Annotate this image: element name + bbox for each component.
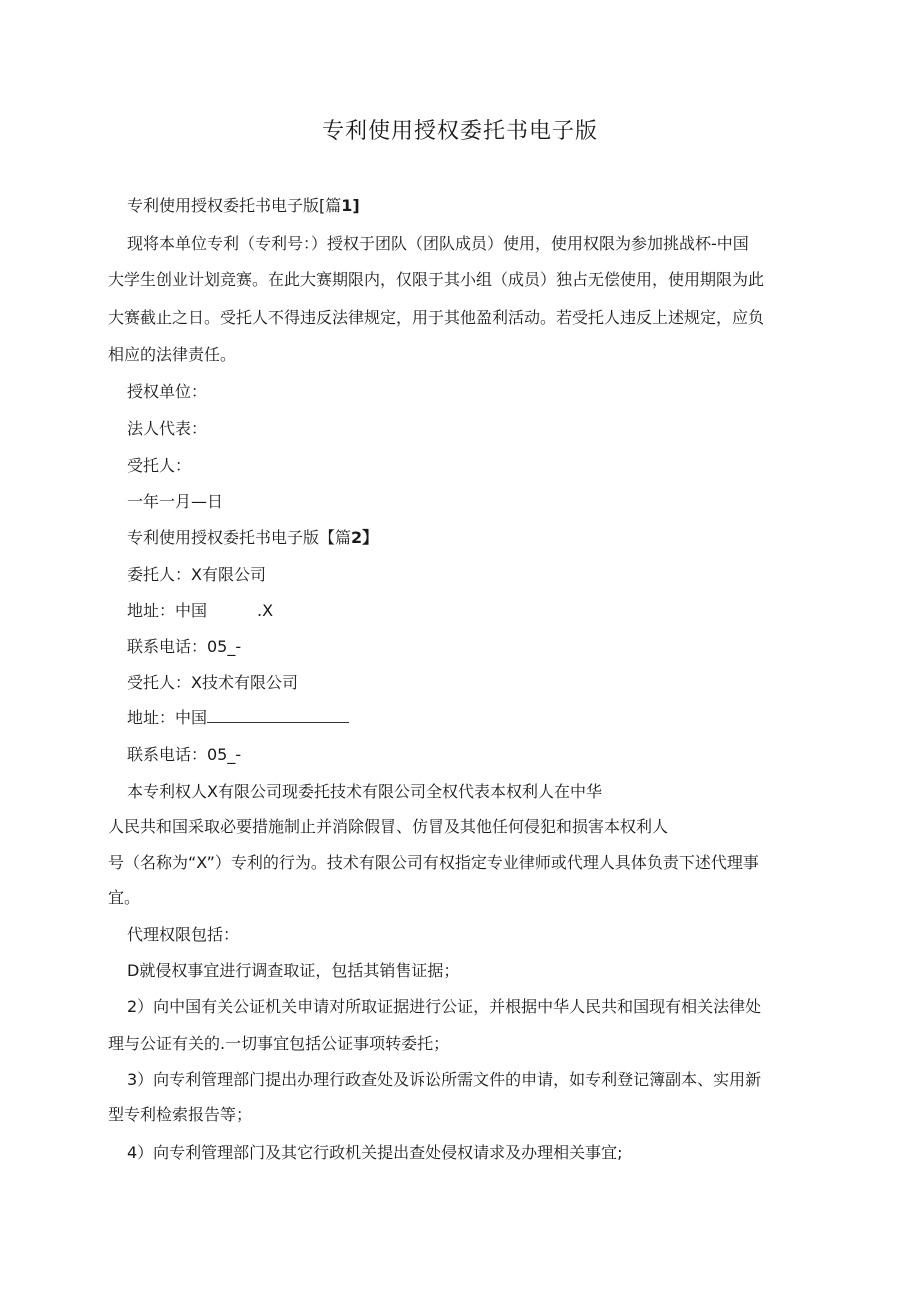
agent-phone-line: 联系电话：05_- bbox=[127, 745, 242, 764]
scope-item-continued: 型专利检索报告等； bbox=[108, 1105, 253, 1124]
section1-paragraph-line: 大学生创业计划竞赛。在此大赛期限内，仅限于其小组（成员）独占无偿使用，使用期限为此 bbox=[108, 270, 765, 289]
client-address-line bbox=[127, 601, 273, 621]
agent-line: 受托人：X技术有限公司 bbox=[127, 673, 298, 692]
field-date: 一年一月—日 bbox=[127, 492, 224, 511]
scope-item: D就侵权事宜进行调查取证，包括其销售证据； bbox=[127, 961, 460, 980]
client-address-label: 地址：中国 bbox=[127, 601, 208, 620]
client-address-suffix: .X bbox=[257, 601, 274, 620]
section1-heading-text: 专利使用授权委托书电子版[篇 bbox=[127, 196, 342, 215]
scope-item: 3）向专利管理部门提出办理行政查处及诉讼所需文件的申请，如专利登记簿副本、实用新 bbox=[127, 1070, 762, 1089]
agent-address-line bbox=[127, 708, 349, 728]
field-trustee: 受托人： bbox=[127, 456, 192, 475]
section2-body-line: 号（名称为“X”）专利的行为。技术有限公司有权指定专业律师或代理人具体负责下述代理事 bbox=[108, 853, 759, 872]
scope-label: 代理权限包括： bbox=[127, 925, 240, 944]
section1-heading-number: 1] bbox=[341, 196, 360, 215]
section2-body-line: 人民共和国采取必要措施制止并消除假冒、仿冒及其他任何侵犯和损害本权利人 bbox=[108, 817, 669, 836]
field-legal-representative: 法人代表： bbox=[127, 419, 208, 438]
section2-body-line: 宜。 bbox=[108, 888, 141, 907]
section2-heading bbox=[127, 528, 378, 548]
scope-item: 4）向专利管理部门及其它行政机关提出查处侵权请求及办理相关事宜; bbox=[127, 1143, 623, 1162]
section1-heading bbox=[127, 196, 360, 216]
field-authorizing-unit: 授权单位： bbox=[127, 382, 208, 401]
section1-paragraph-line: 相应的法律责任。 bbox=[108, 345, 237, 364]
address-blank-underline bbox=[207, 708, 349, 723]
section2-body-line: 本专利权人X有限公司现委托技术有限公司全权代表本权利人在中华 bbox=[127, 782, 602, 801]
section1-paragraph-line: 大赛截止之日。受托人不得违反法律规定，用于其他盈利活动。若受托人违反上述规定，应负 bbox=[108, 308, 765, 327]
section2-heading-number: 2】 bbox=[351, 528, 379, 547]
scope-item-continued: 理与公证有关的.一切事宜包括公证事项转委托； bbox=[108, 1034, 450, 1053]
agent-address-label: 地址：中国 bbox=[127, 708, 208, 727]
page-title: 专利使用授权委托书电子版 bbox=[321, 119, 598, 144]
client-phone-line: 联系电话：05_- bbox=[127, 637, 242, 656]
client-line: 委托人：X有限公司 bbox=[127, 565, 266, 584]
section1-paragraph-line: 现将本单位专利（专利号：）授权于团队（团队成员）使用，使用权限为参加挑战杯-中国 bbox=[127, 234, 749, 253]
scope-item: 2）向中国有关公证机关申请对所取证据进行公证，并根据中华人民共和国现有相关法律处 bbox=[127, 997, 762, 1016]
section2-heading-text: 专利使用授权委托书电子版【篇 bbox=[127, 528, 352, 547]
